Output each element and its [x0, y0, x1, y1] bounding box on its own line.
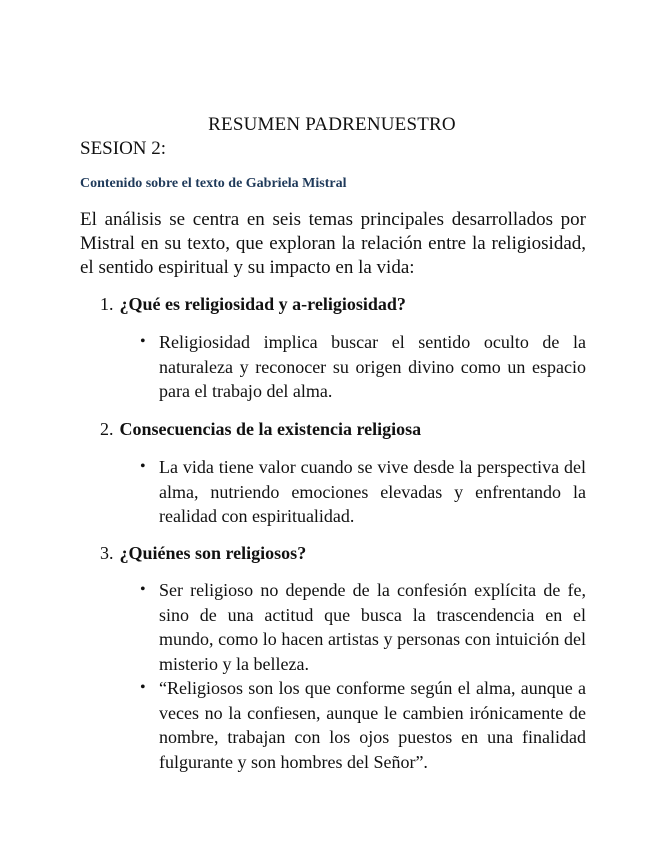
section-heading-3	[100, 543, 306, 564]
bullet-item	[140, 330, 586, 404]
section-number: 2.	[100, 419, 114, 439]
session-label: SESION 2:	[80, 138, 167, 159]
section-number: 3.	[100, 543, 114, 563]
intro-paragraph: El análisis se centra en seis temas principales desarrollados por Mistral en su texto, que exploran la relación entre la religiosidad, el sentido espiritual y su impacto en la vida:	[80, 209, 586, 278]
section-heading-text: Consecuencias de la existencia religiosa	[119, 419, 422, 439]
bullet-item	[140, 455, 586, 529]
section-heading-text: ¿Quiénes son religiosos?	[119, 543, 307, 563]
bullet-text: “Religiosos son los que conforme según el alma, aunque a veces no la confiesen, aunque le cambien irónicamente de nombre, trabajan con los ojos puestos en una finalidad fulgurante y son hombres del Señor”.	[159, 678, 586, 772]
bullet-item	[140, 676, 586, 774]
section-heading-text: ¿Qué es religiosidad y a-religiosidad?	[119, 294, 406, 314]
bullet-text: La vida tiene valor cuando se vive desde la perspectiva del alma, nutriendo emociones elevadas y enfrentando la realidad con espiritualidad.	[159, 457, 586, 526]
bullet-icon: •	[140, 679, 146, 696]
section-number: 1.	[100, 294, 114, 314]
section-heading-2	[100, 419, 421, 440]
bullet-text: Religiosidad implica buscar el sentido oculto de la naturaleza y reconocer su origen divino como un espacio para el trabajo del alma.	[159, 332, 586, 401]
section-heading-1	[100, 294, 406, 315]
bullet-icon: •	[140, 458, 146, 475]
bullet-icon: •	[140, 333, 146, 350]
document-subtitle: Contenido sobre el texto de Gabriela Mistral	[80, 176, 347, 191]
bullet-icon: •	[140, 581, 146, 598]
bullet-text: Ser religioso no depende de la confesión explícita de fe, sino de una actitud que busca la trascendencia en el mundo, como lo hacen artistas y personas con intuición del misterio y la belleza.	[159, 580, 586, 674]
document-title: RESUMEN PADRENUESTRO	[208, 114, 456, 135]
bullet-item	[140, 578, 586, 676]
